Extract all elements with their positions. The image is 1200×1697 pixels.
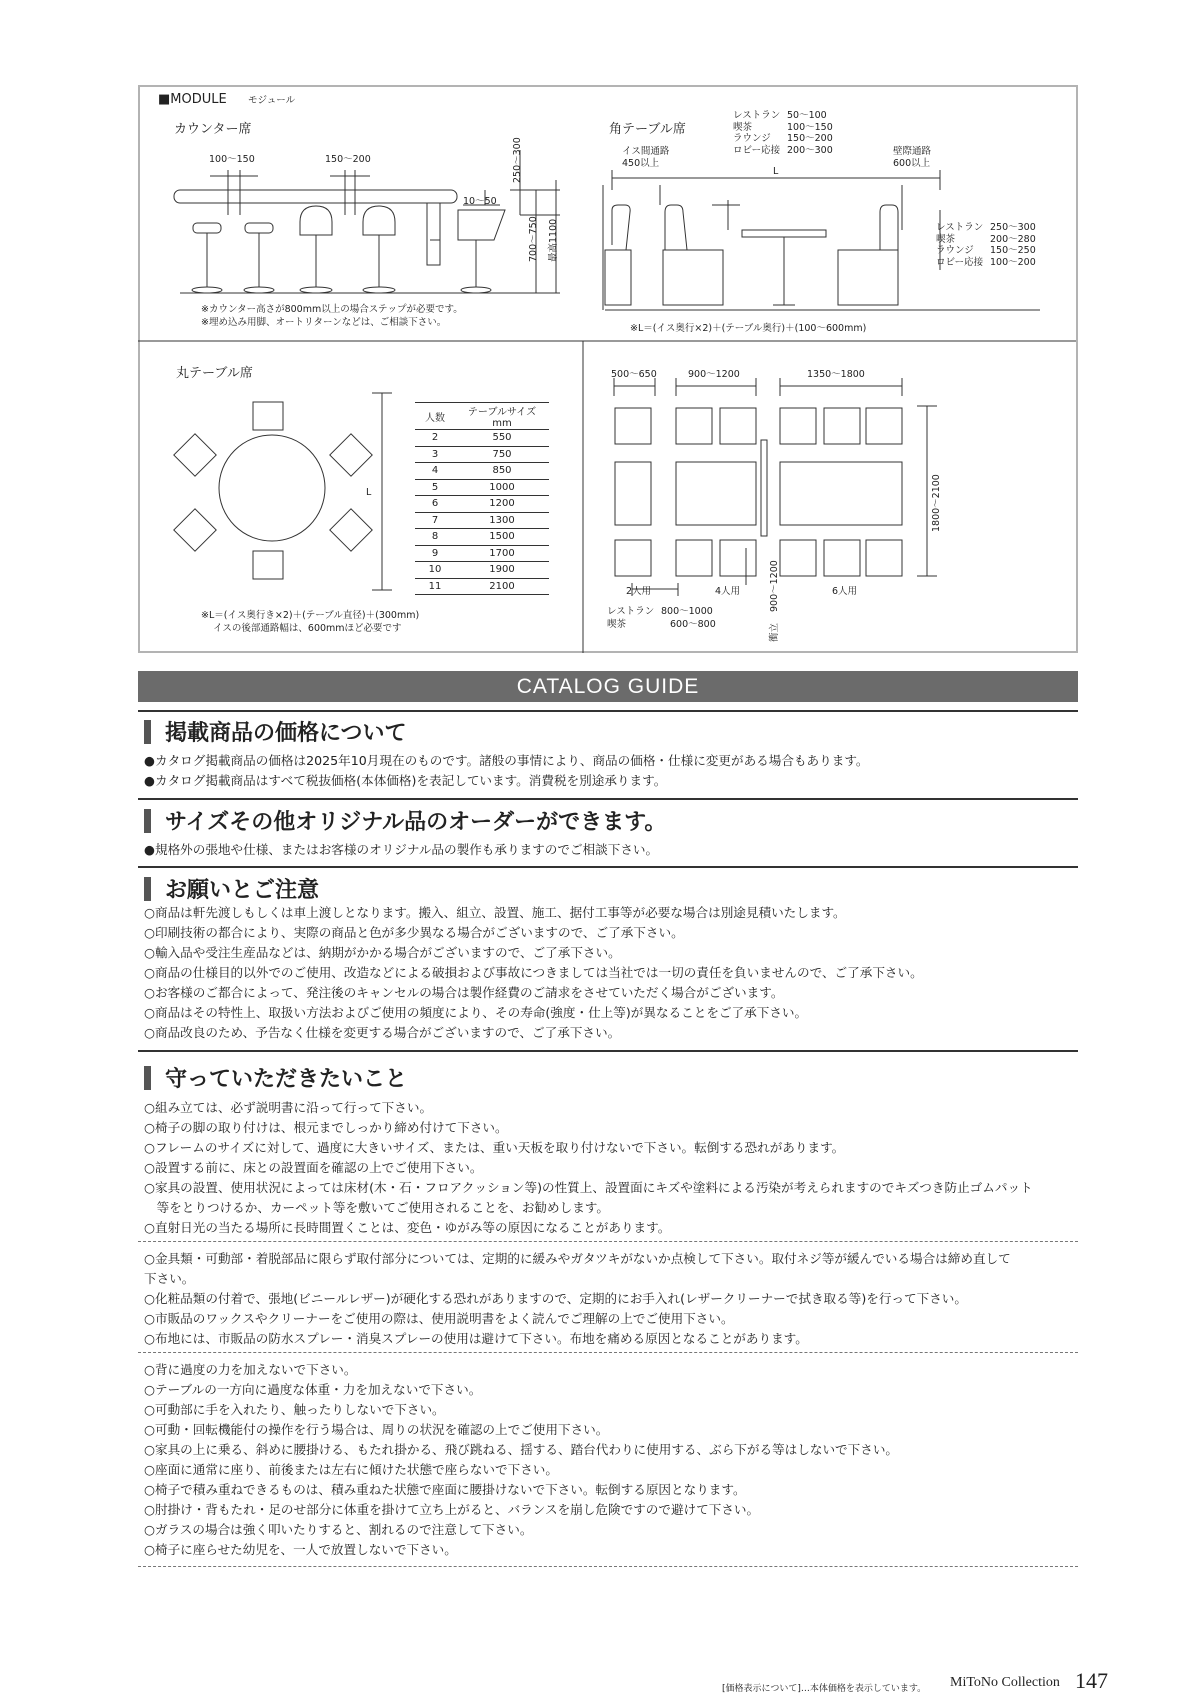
square-wall-label: 壁際通路: [893, 146, 932, 157]
notice-text: ○商品は軒先渡しもしくは車上渡しとなります。搬入、組立、設置、施工、据付工事等が必要な場合は別途見積いたします。 ○印刷技術の都合により、実際の商品と色が多少異なる場合がございますので、ご了承下さい。 ○輸入品や受注生産品などは、納期がかかる場合がございますので、ご了承下さい。 ○商品の仕様目的以外でのご使用、改造などによる破損および事故につきましては当社では一切の責任を負いませんので、ご了承下さい。 ○お客様のご都合によって、発注後のキャンセルの場合は製作経費のご請求をさせていただく場合がございます。 ○商品はその特性上、取扱い方法およびご使用の頻度により、その寿命(強度・仕上等)が異なることをご了承下さい。 ○商品改良のため、予告なく仕様を変更する場合がございますので、ご了承下さい。: [144, 905, 923, 1040]
keep-heading: 守っていただきたいこと: [144, 1062, 407, 1093]
stool-1: [192, 223, 222, 293]
dashed-rule: [138, 1352, 1078, 1353]
section-rule: [138, 1050, 1078, 1052]
stool-5: [458, 210, 505, 293]
sq-chair-right: [838, 205, 898, 305]
layout-dim-d: 1800〜2100: [931, 474, 942, 532]
keep-group-2: ○金具類・可動部・着脱部品に限らず取付部分については、定期的に緩みやガタツキがないか点検して下さい。取付ネジ等が緩んでいる場合は締め直して 下さい。 ○化粧品類の付着で、張地(ビニールレザー)が硬化する恐れがありますので、定期的にお手入れ(レザークリーナーで拭き取る等)を行って下さい。 ○市販品のワックスやクリーナーをご使用の際は、使用説明書をよく読んでご理解の上でご使用下さい。 ○布地には、市販品の防水スプレー・消臭スプレーの使用は避けて下さい。布地を痛める原因となることがあります。: [144, 1251, 1011, 1346]
square-title: 角テーブル席: [609, 122, 686, 137]
table-row: 3 750: [415, 446, 549, 463]
round-L: L: [366, 487, 372, 498]
sq-chair-left: [605, 205, 631, 305]
catalog-guide-banner: CATALOG GUIDE: [138, 671, 1078, 702]
keep-group-3: ○背に過度の力を加えないで下さい。 ○テーブルの一方向に過度な体重・力を加えないで下さい。 ○可動部に手を入れたり、触ったりしないで下さい。 ○可動・回転機能付の操作を行う場合は、周りの状況を確認の上でご使用下さい。 ○家具の上に乗る、斜めに腰掛ける、もたれ掛かる、飛び跳ねる、揺する、踏台代わりに使用する、ぶら下がる等はしないで下さい。 ○座面に通常に座り、前後または左右に傾けた状態で座らないで下さい。 ○椅子で積み重ねできるものは、積み重ねた状態で座面に腰掛けないで下さい。転倒する原因となります。 ○肘掛け・背もたれ・足のせ部分に体重を掛けて立ち上がると、バランスを崩し危険ですので避けて下さい。 ○ガラスの場合は強く叩いたりすると、割れるので注意して下さい。 ○椅子に座らせた幼児を、一人で放置しないで下さい。: [144, 1362, 899, 1557]
partition: [761, 440, 767, 536]
counter-dim-a: 100〜150: [209, 154, 255, 165]
counter-title: カウンター席: [174, 122, 252, 137]
layout-rest-value: 800〜1000: [661, 606, 713, 617]
table-row: 10 1900: [415, 562, 549, 579]
module-header-sub: モジュール: [248, 95, 296, 106]
layout-label-6: 6人用: [832, 586, 858, 597]
square-formula: ※L＝(イス奥行×2)＋(テーブル奥行)＋(100〜600mm): [630, 323, 867, 334]
counter-dim-b: 150〜200: [325, 154, 371, 165]
table-row: 7 1300: [415, 512, 549, 529]
square-wall-value: 600以上: [893, 158, 931, 169]
counter-dim-f: 最高1100: [548, 218, 559, 262]
layout-cafe-label: 喫茶: [607, 619, 627, 630]
table-row: 9 1700: [415, 545, 549, 562]
keep-group-1: ○組み立ては、必ず説明書に沿って行って下さい。 ○椅子の脚の取り付けは、根元までしっかり締め付けて下さい。 ○フレームのサイズに対して、過度に大きいサイズ、または、重い天板を取り付けないで下さい。転倒する恐れがあります。 ○設置する前に、床との設置面を確認の上でご使用下さい。 ○家具の設置、使用状況によっては床材(木・石・フロアクッション等)の性質上、設置面にキズや塗料による汚染が考えられますのでキズつき防止ゴムパット 等をとりつけるか、カーペット等を敷いてご使用されることを、お勧めします。 ○直射日光の当たる場所に長時間置くことは、変色・ゆがみ等の原因になることがあります。: [144, 1100, 1033, 1235]
table-row: 2 550: [415, 430, 549, 447]
round-note-2: イスの後部通路幅は、600mmほど必要です: [213, 623, 402, 634]
dashed-rule: [138, 1241, 1078, 1242]
table-row: 11 2100: [415, 578, 549, 595]
square-top-table: レストラン 50〜100 喫茶 100〜150 ラウンジ 150〜200 ロビー応接 200〜300: [733, 110, 833, 156]
sq-table: [742, 230, 826, 305]
sq-chair-mid-left: [663, 205, 723, 305]
layout-2p: [615, 408, 651, 576]
layout-cafe-value: 600〜800: [670, 619, 716, 630]
layout-6p: [780, 408, 902, 576]
counter-note-2: ※埋め込み用脚、オートリターンなどは、ご相談下さい。: [201, 317, 447, 328]
round-note-1: ※L＝(イス奥行き×2)＋(テーブル直径)＋(300mm): [201, 610, 420, 621]
layout-dim-e: 900〜1200: [769, 560, 780, 612]
layout-rest-label: レストラン: [607, 606, 655, 617]
section-rule: [138, 798, 1078, 800]
notice-heading: お願いとご注意: [144, 873, 319, 904]
square-right-table: レストラン 250〜300 喫茶 200〜280 ラウンジ 150〜250 ロビー応接 100〜200: [936, 222, 1036, 268]
layout-4p: [676, 408, 756, 576]
dashed-rule: [138, 1566, 1078, 1567]
counter-side: [427, 203, 440, 265]
table-row: 8 1500: [415, 529, 549, 546]
layout-label-4: 4人用: [715, 586, 741, 597]
round-size-table: 人数 テーブルサイズ mm 2 550 3 750 4 850 5 1000 6 1200 7 1300 8 1500 9 1700 10 1900 11 2100: [415, 402, 549, 595]
counter-dim-c: 250〜300: [512, 137, 523, 183]
order-heading: サイズその他オリジナル品のオーダーができます。: [144, 805, 666, 836]
stool-4: [363, 206, 395, 293]
counter-dim-e: 700〜750: [528, 216, 539, 262]
round-title: 丸テーブル席: [176, 366, 253, 381]
page-number: 147: [1075, 1668, 1108, 1693]
stool-3: [300, 206, 332, 293]
square-L: L: [773, 166, 779, 177]
round-table: [219, 435, 325, 541]
layout-dim-b: 900〜1200: [688, 369, 740, 380]
layout-label-2: 2人用: [626, 586, 652, 597]
counter-dim-d: 10〜50: [463, 196, 497, 207]
module-header: ■MODULE: [158, 92, 227, 107]
square-aisle-label: イス間通路: [622, 146, 670, 157]
stool-2: [244, 223, 274, 293]
round-chairs: [174, 402, 372, 579]
square-aisle-value: 450以上: [622, 158, 660, 169]
footer-note: [価格表示について]…本体価格を表示しています。: [722, 1684, 927, 1694]
price-heading: 掲載商品の価格について: [144, 716, 407, 747]
layout-entrance: 衝立: [769, 622, 780, 642]
layout-dim-a: 500〜650: [611, 369, 657, 380]
order-text: ●規格外の張地や仕様、またはお客様のオリジナル品の製作も承りますのでご相談下さい。: [144, 842, 659, 857]
section-rule: [138, 866, 1078, 868]
table-row: 6 1200: [415, 496, 549, 513]
section-rule: [138, 710, 1078, 712]
counter-note-1: ※カウンター高さが800mm以上の場合ステップが必要です。: [201, 304, 463, 315]
footer-brand: MiToNo Collection: [950, 1675, 1060, 1690]
layout-dim-c: 1350〜1800: [807, 369, 865, 380]
counter-top: [174, 190, 457, 203]
table-row: 4 850: [415, 463, 549, 480]
table-row: 5 1000: [415, 479, 549, 496]
price-text: ●カタログ掲載商品の価格は2025年10月現在のものです。諸般の事情により、商品の価格・仕様に変更がある場合もあります。 ●カタログ掲載商品はすべて税抜価格(本体価格)を表記しています。消費税を別途承ります。: [144, 753, 869, 788]
